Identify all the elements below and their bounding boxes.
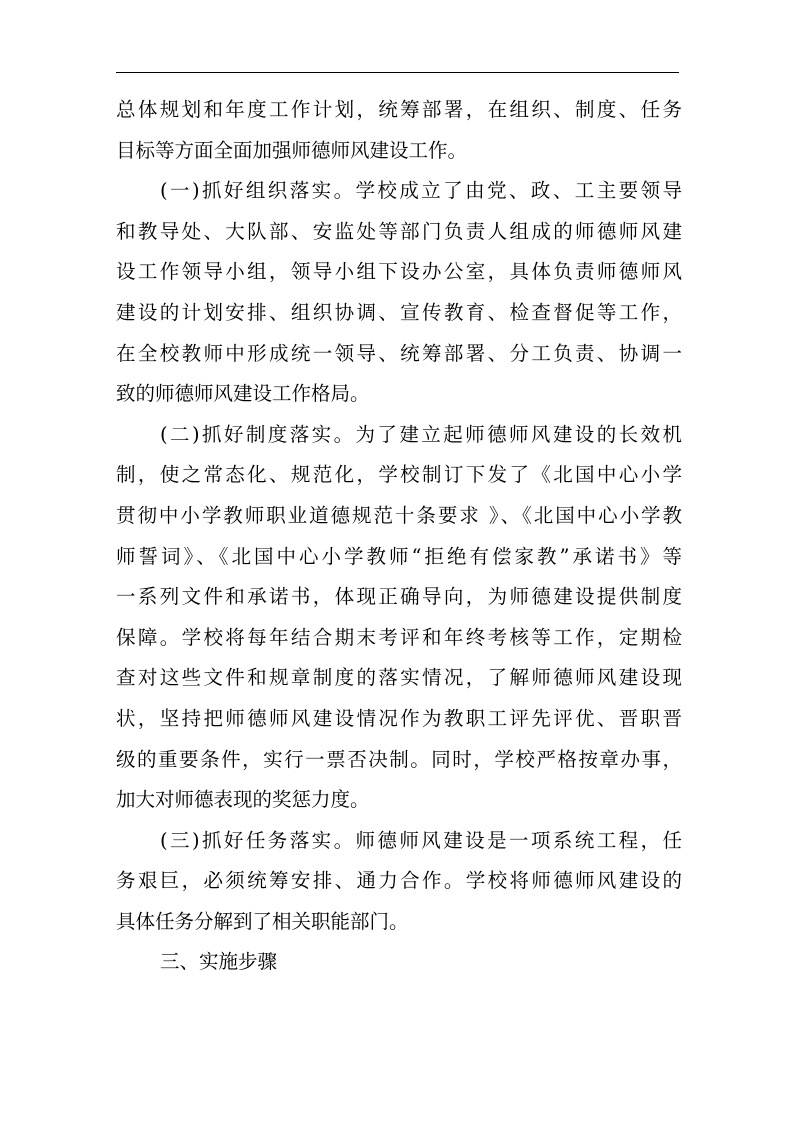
paragraph-start-organization: (一)抓好组织落实。学校成立了由党、政、工主要领导 [160,179,682,203]
paragraph-start-system: (二)抓好制度落实。为了建立起师德师风建设的长效机 [160,422,682,446]
text-line: 致的师德师风建设工作格局。 [116,382,370,406]
text-line: 级的重要条件，实行一票否决制。同时，学校严格按章办事， [116,747,682,771]
text-line: 具体任务分解到了相关职能部门。 [116,909,409,933]
text-line: 建设的计划安排、组织协调、宣传教育、检查督促等工作， [116,300,682,324]
text-line: 贯彻中小学教师职业道德规范十条要求 》、《北国中心小学教 [116,503,682,527]
text-line: 加大对师德表现的奖惩力度。 [116,788,370,812]
text-line: 师誓词》、《北国中心小学教师“拒绝有偿家教”承诺书》等 [116,544,682,568]
text-line: 状，坚持把师德师风建设情况作为教职工评先评优、晋职晋 [116,706,682,730]
text-line: 总体规划和年度工作计划，统筹部署，在组织、制度、任务 [116,98,682,121]
paragraph-start-task: (三)抓好任务落实。师德师风建设是一项系统工程，任 [160,828,682,852]
body-text [116,90,682,983]
text-line: 设工作领导小组，领导小组下设办公室，具体负责师德师风 [116,260,682,284]
text-line: 务艰巨，必须统筹安排、通力合作。学校将师德师风建设的 [116,869,682,893]
text-line: 在全校教师中形成统一领导、统筹部署、分工负责、协调一 [116,341,682,365]
text-line: 目标等方面全面加强师德师风建设工作。 [116,138,468,162]
text-line: 制，使之常态化、规范化，学校制订下发了《北国中心小学 [116,463,682,487]
section-heading: 三、实施步骤 [160,950,278,974]
text-line: 保障。学校将每年结合期末考评和年终考核等工作，定期检 [116,625,682,649]
text-line: 查对这些文件和规章制度的落实情况，了解师德师风建设现 [116,666,682,690]
text-line: 一系列文件和承诺书，体现正确导向，为师德建设提供制度 [116,585,682,609]
text-line: 和教导处、大队部、安监处等部门负责人组成的师德师风建 [116,219,682,243]
header-rule [116,72,679,73]
